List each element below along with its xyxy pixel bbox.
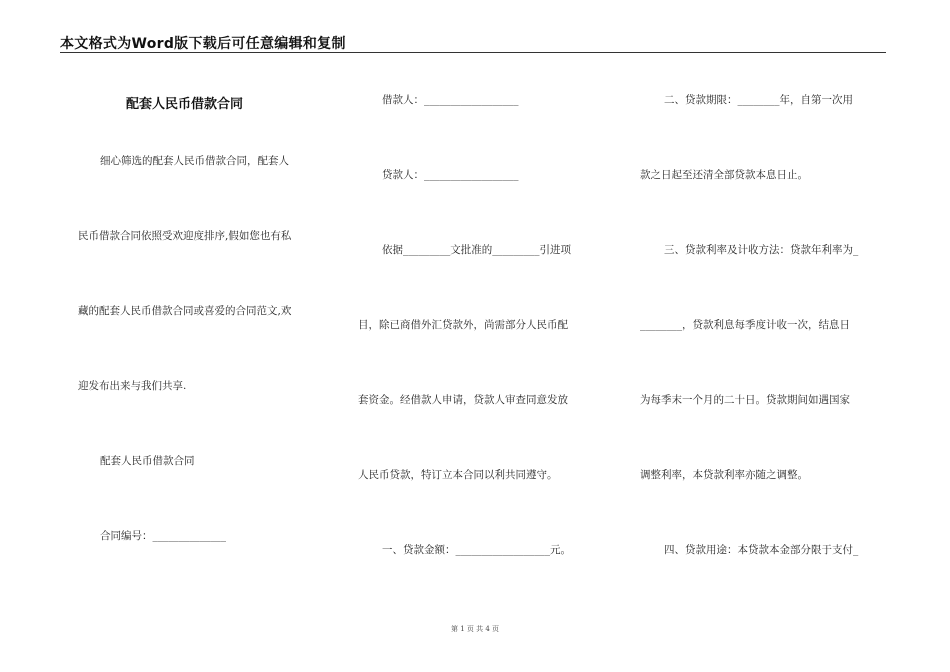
contract-number-field: 合同编号：______________: [100, 530, 226, 542]
loan-term-clause: 二、贷款期限：________年，自第一次用: [664, 94, 853, 106]
paragraph-line: 迎发布出来与我们共享.: [78, 380, 187, 392]
paragraph-line: 套资金。经借款人申请，贷款人审查同意发放: [358, 394, 568, 406]
paragraph-line: 人民币贷款，特订立本合同以利共同遵守。: [358, 469, 558, 481]
document-header: 本文格式为Word版下载后可任意编辑和复制: [60, 36, 346, 52]
contract-subtitle: 配套人民币借款合同: [100, 455, 195, 467]
loan-amount-clause: 一、贷款金额：__________________元。: [382, 544, 571, 556]
paragraph-line: 民币借款合同依照受欢迎度排序,假如您也有私: [78, 230, 292, 242]
paragraph-line: 款之日起至还清全部贷款本息日止。: [640, 169, 808, 181]
paragraph-line: 目，除已商借外汇贷款外，尚需部分人民币配: [358, 319, 568, 331]
paragraph-line: 依据_________文批准的_________引进项: [382, 244, 571, 256]
contract-title: 配套人民币借款合同: [126, 97, 244, 112]
loan-purpose-clause: 四、贷款用途：本贷款本金部分限于支付_: [664, 544, 859, 556]
page-number: 第 1 页 共 4 页: [450, 625, 500, 633]
paragraph-line: 调整利率，本贷款利率亦随之调整。: [640, 469, 808, 481]
paragraph-line: 细心筛选的配套人民币借款合同，配套人: [100, 155, 289, 167]
lender-field: 贷款人：__________________: [382, 169, 519, 181]
paragraph-line: 为每季末一个月的二十日。贷款期间如遇国家: [640, 394, 850, 406]
paragraph-line: ________，贷款利息每季度计收一次，结息日: [640, 319, 850, 331]
header-divider: [60, 52, 886, 53]
borrower-field: 借款人：__________________: [382, 94, 519, 106]
interest-rate-clause: 三、贷款利率及计收方法：贷款年利率为_: [664, 244, 859, 256]
paragraph-line: 藏的配套人民币借款合同或喜爱的合同范文,欢: [78, 305, 292, 317]
